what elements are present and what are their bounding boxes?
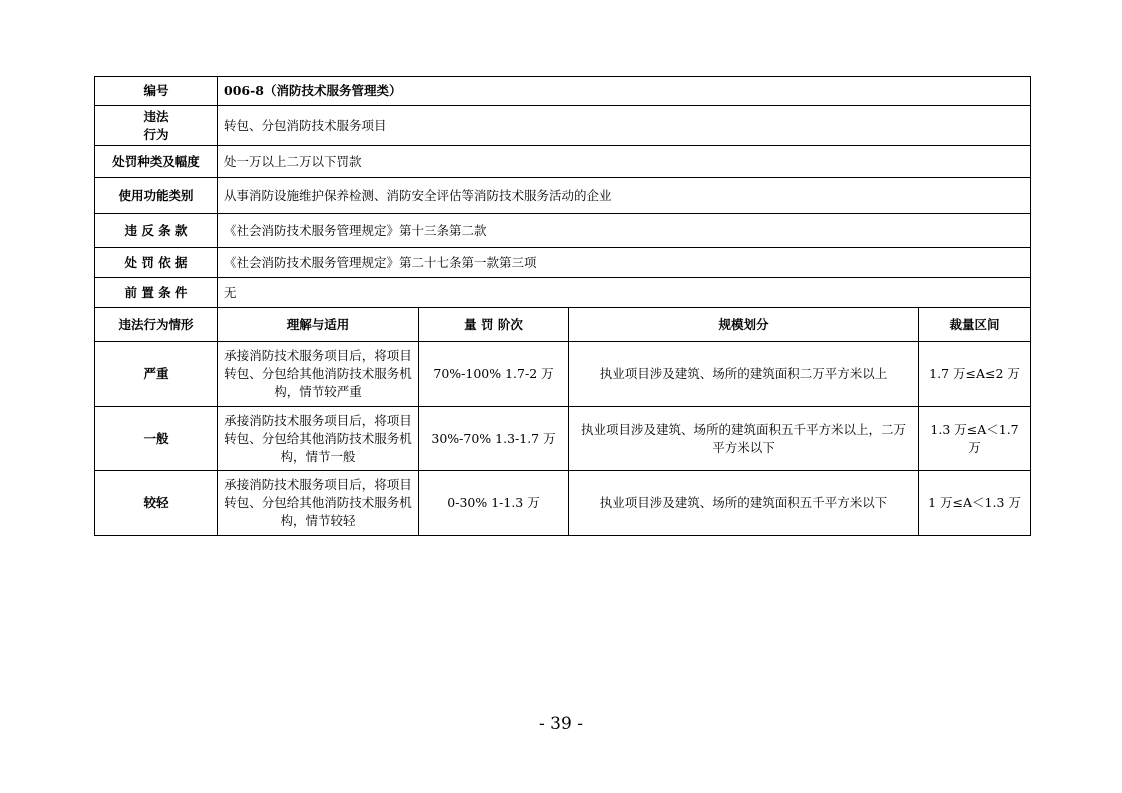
row-code — [95, 77, 1031, 106]
header-range: 裁量区间 — [919, 308, 1031, 342]
violation-label-text: 违法 行为 — [143, 108, 169, 142]
grid-row-severe — [95, 342, 1031, 407]
range-cell: 1.3 万≤A＜1.7 万 — [919, 407, 1031, 471]
code-value: 006-8（消防技术服务管理类） — [218, 77, 1031, 106]
category-value: 从事消防设施维护保养检测、消防安全评估等消防技术服务活动的企业 — [218, 178, 1031, 214]
header-situation: 违法行为情形 — [95, 308, 218, 342]
understanding-cell: 承接消防技术服务项目后，将项目转包、分包给其他消防技术服务机构，情节较严重 — [218, 342, 419, 407]
scale-cell: 执业项目涉及建筑、场所的建筑面积二万平方米以上 — [569, 342, 919, 407]
row-violation — [95, 106, 1031, 146]
range-cell: 1.7 万≤A≤2 万 — [919, 342, 1031, 407]
understanding-cell: 承接消防技术服务项目后，将项目转包、分包给其他消防技术服务机构，情节较轻 — [218, 471, 419, 536]
header-penalty-level: 量 罚 阶次 — [419, 308, 569, 342]
code-label: 编号 — [95, 77, 218, 106]
penalty-type-value: 处一万以上二万以下罚款 — [218, 146, 1031, 178]
header-scale: 规模划分 — [569, 308, 919, 342]
page-number: - 39 - — [539, 714, 583, 734]
understanding-cell: 承接消防技术服务项目后，将项目转包、分包给其他消防技术服务机构，情节一般 — [218, 407, 419, 471]
basis-label: 处 罚 依 据 — [95, 248, 218, 278]
scale-cell: 执业项目涉及建筑、场所的建筑面积五千平方米以下 — [569, 471, 919, 536]
grid-header-row — [95, 308, 1031, 342]
situation-cell: 一般 — [95, 407, 218, 471]
penalty-table — [94, 76, 1031, 536]
header-understanding: 理解与适用 — [218, 308, 419, 342]
row-precondition — [95, 278, 1031, 308]
violation-label — [95, 106, 218, 146]
row-basis — [95, 248, 1031, 278]
row-clause — [95, 214, 1031, 248]
category-label: 使用功能类别 — [95, 178, 218, 214]
grid-row-normal — [95, 407, 1031, 471]
row-category — [95, 178, 1031, 214]
situation-cell: 较轻 — [95, 471, 218, 536]
clause-label: 违 反 条 款 — [95, 214, 218, 248]
clause-value: 《社会消防技术服务管理规定》第十三条第二款 — [218, 214, 1031, 248]
penalty-level-cell: 30%-70% 1.3-1.7 万 — [419, 407, 569, 471]
penalty-type-label: 处罚种类及幅度 — [95, 146, 218, 178]
situation-cell: 严重 — [95, 342, 218, 407]
precondition-value: 无 — [218, 278, 1031, 308]
basis-value: 《社会消防技术服务管理规定》第二十七条第一款第三项 — [218, 248, 1031, 278]
scale-cell: 执业项目涉及建筑、场所的建筑面积五千平方米以上，二万平方米以下 — [569, 407, 919, 471]
penalty-level-cell: 70%-100% 1.7-2 万 — [419, 342, 569, 407]
grid-row-minor — [95, 471, 1031, 536]
violation-value: 转包、分包消防技术服务项目 — [218, 106, 1031, 146]
range-cell: 1 万≤A＜1.3 万 — [919, 471, 1031, 536]
penalty-level-cell: 0-30% 1-1.3 万 — [419, 471, 569, 536]
precondition-label: 前 置 条 件 — [95, 278, 218, 308]
row-penalty-type — [95, 146, 1031, 178]
